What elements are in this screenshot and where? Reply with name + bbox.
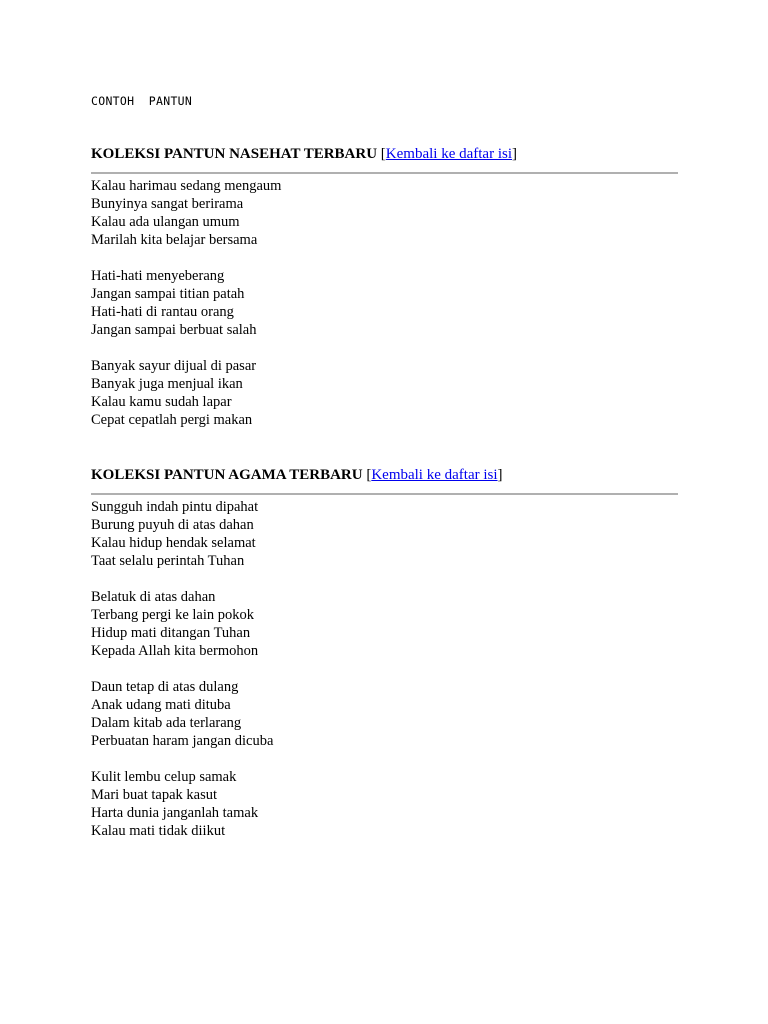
verse-line: Mari buat tapak kasut (91, 787, 218, 803)
section-heading-text: KOLEKSI PANTUN AGAMA TERBARU (91, 467, 363, 483)
verse-line: Kalau mati tidak diikut (91, 823, 226, 839)
verse-line: Kalau hidup hendak selamat (91, 535, 256, 551)
verse-line: Banyak juga menjual ikan (91, 376, 243, 392)
stanza (91, 768, 678, 840)
verse-line: Bunyinya sangat berirama (91, 196, 244, 212)
section-pantun-agama (91, 466, 678, 858)
verse-line: Jangan sampai titian patah (91, 286, 245, 302)
verse-line: Kulit lembu celup samak (91, 769, 237, 785)
stanza (91, 267, 678, 339)
verse-line: Jangan sampai berbuat salah (91, 322, 257, 338)
back-to-toc-link[interactable]: Kembali ke daftar isi (371, 467, 498, 483)
section-divider (91, 493, 678, 495)
section-divider (91, 172, 678, 174)
verse-line: Hati-hati di rantau orang (91, 304, 234, 320)
verse-line: Terbang pergi ke lain pokok (91, 607, 255, 623)
verse-line: Burung puyuh di atas dahan (91, 517, 254, 533)
stanza-list (91, 498, 678, 840)
verse-line: Marilah kita belajar bersama (91, 232, 258, 248)
verse-line: Kalau kamu sudah lapar (91, 394, 232, 410)
stanza (91, 177, 678, 249)
stanza-list (91, 177, 678, 429)
back-to-toc-link[interactable]: Kembali ke daftar isi (385, 146, 513, 162)
section-heading: KOLEKSI PANTUN AGAMA TERBARU [Kembali ke daftar isi] (91, 467, 503, 483)
stanza (91, 357, 678, 429)
verse-line: Belatuk di atas dahan (91, 589, 216, 605)
verse-line: Kalau ada ulangan umum (91, 214, 240, 230)
verse-line: Banyak sayur dijual di pasar (91, 358, 257, 374)
section-heading: KOLEKSI PANTUN NASEHAT TERBARU [Kembali ke daftar isi] (91, 146, 518, 162)
verse-line: Harta dunia janganlah tamak (91, 805, 259, 821)
stanza (91, 498, 678, 570)
verse-line: Kepada Allah kita bermohon (91, 643, 259, 659)
verse-line: Sungguh indah pintu dipahat (91, 499, 259, 515)
verse-line: Kalau harimau sedang mengaum (91, 178, 282, 194)
verse-line: Dalam kitab ada terlarang (91, 715, 242, 731)
verse-line: Hidup mati ditangan Tuhan (91, 625, 251, 641)
verse-line: Hati-hati menyeberang (91, 268, 225, 284)
verse-line: Cepat cepatlah pergi makan (91, 412, 253, 428)
stanza (91, 678, 678, 750)
document-title: CONTOH PANTUN (91, 94, 193, 108)
section-heading-text: KOLEKSI PANTUN NASEHAT TERBARU (91, 146, 378, 162)
section-pantun-nasehat (91, 145, 678, 447)
verse-line: Daun tetap di atas dulang (91, 679, 239, 695)
verse-line: Taat selalu perintah Tuhan (91, 553, 245, 569)
verse-line: Anak udang mati dituba (91, 697, 231, 713)
verse-line: Perbuatan haram jangan dicuba (91, 733, 274, 749)
stanza (91, 588, 678, 660)
